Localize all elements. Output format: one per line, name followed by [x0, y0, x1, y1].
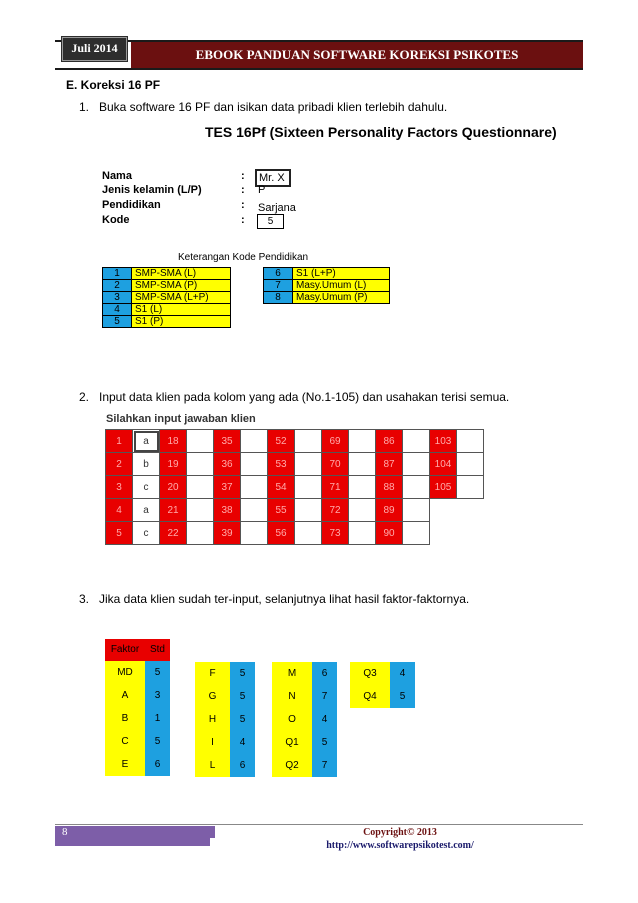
question-number: 53	[268, 453, 295, 476]
edu-code: 3	[103, 292, 132, 304]
field-label-gender: Jenis kelamin (L/P)	[102, 184, 202, 196]
question-number: 4	[106, 499, 133, 522]
header-date: Juli 2014	[62, 37, 127, 61]
input-title: Silahkan input jawaban klien	[106, 413, 256, 425]
factor-std-score: 6	[145, 753, 170, 776]
factor-std-score: 5	[230, 662, 255, 685]
question-number: 55	[268, 499, 295, 522]
question-number: 36	[214, 453, 241, 476]
table-row	[106, 453, 484, 476]
question-number: 19	[160, 453, 187, 476]
answer-cell[interactable]	[295, 522, 322, 545]
field-label-kode: Kode	[102, 214, 130, 226]
factor-name: E	[105, 753, 145, 776]
edu-label: Masy.Umum (L)	[293, 280, 390, 292]
table-row	[103, 316, 231, 328]
question-number: 38	[214, 499, 241, 522]
nama-input[interactable]: Mr. X	[255, 169, 291, 187]
edu-label: SMP-SMA (L)	[132, 268, 231, 280]
field-colon: :	[241, 184, 245, 196]
factor-std-score: 5	[312, 731, 337, 754]
answer-cell[interactable]	[295, 453, 322, 476]
table-row	[103, 280, 231, 292]
footer-copyright	[300, 826, 500, 852]
footer-bar-tab	[210, 826, 215, 838]
question-number: 69	[322, 430, 349, 453]
table-row	[106, 430, 484, 453]
copyright-text: Copyright© 2013	[363, 827, 437, 838]
factor-std-score: 7	[312, 685, 337, 708]
edu-code-table-right	[263, 267, 390, 304]
step-number: 2.	[79, 390, 90, 404]
answer-cell[interactable]	[241, 499, 268, 522]
answer-cell[interactable]	[349, 476, 376, 499]
answer-cell[interactable]: b	[133, 453, 160, 476]
question-number: 103	[430, 430, 457, 453]
question-number: 22	[160, 522, 187, 545]
section-title: E. Koreksi 16 PF	[66, 78, 161, 92]
question-number: 88	[376, 476, 403, 499]
step-3	[79, 592, 469, 606]
factor-header: Faktor	[105, 639, 145, 661]
answer-cell[interactable]	[295, 499, 322, 522]
footer-rule	[55, 824, 583, 825]
factor-name: N	[272, 685, 312, 708]
kode-input[interactable]: 5	[257, 214, 284, 229]
edu-label: SMP-SMA (P)	[132, 280, 231, 292]
field-colon: :	[241, 199, 245, 211]
factor-std-score: 5	[230, 708, 255, 731]
table-row	[264, 268, 390, 280]
factor-name: G	[195, 685, 230, 708]
question-number: 52	[268, 430, 295, 453]
question-number: 89	[376, 499, 403, 522]
edu-caption: Keterangan Kode Pendidikan	[178, 252, 309, 263]
step-2	[79, 390, 509, 404]
table-row	[103, 304, 231, 316]
question-number: 54	[268, 476, 295, 499]
factor-name: C	[105, 730, 145, 753]
answer-cell[interactable]: a	[133, 430, 160, 453]
question-number: 73	[322, 522, 349, 545]
table-row	[264, 292, 390, 304]
factor-name: Q3	[350, 662, 390, 685]
pendidikan-input[interactable]: Sarjana	[258, 202, 296, 214]
website-link[interactable]: http://www.softwarepsikotest.com/	[326, 840, 474, 851]
edu-code: 8	[264, 292, 293, 304]
answer-cell[interactable]	[349, 453, 376, 476]
answer-cell[interactable]	[241, 522, 268, 545]
table-row	[106, 476, 484, 499]
factor-name: F	[195, 662, 230, 685]
form-title: TES 16Pf (Sixteen Personality Factors Questionnare)	[205, 124, 557, 140]
table-row	[106, 499, 484, 522]
question-number: 87	[376, 453, 403, 476]
factor-name: M	[272, 662, 312, 685]
question-number: 86	[376, 430, 403, 453]
factor-std-score: 4	[312, 708, 337, 731]
factor-std-score: 3	[145, 684, 170, 707]
answer-cell[interactable]	[187, 499, 214, 522]
gender-input[interactable]: P	[258, 184, 266, 196]
answer-cell[interactable]	[187, 453, 214, 476]
factor-std-score: 4	[230, 731, 255, 754]
question-number: 5	[106, 522, 133, 545]
factor-std-score: 5	[145, 730, 170, 753]
answer-grid	[105, 429, 484, 545]
answer-cell[interactable]	[349, 499, 376, 522]
answer-cell[interactable]	[403, 453, 430, 476]
answer-cell[interactable]	[187, 430, 214, 453]
question-number: 37	[214, 476, 241, 499]
factor-std-score: 6	[230, 754, 255, 777]
answer-cell[interactable]	[349, 430, 376, 453]
table-row	[106, 522, 484, 545]
table-row	[103, 268, 231, 280]
factor-std-score: 1	[145, 707, 170, 730]
edu-label: S1 (L+P)	[293, 268, 390, 280]
answer-cell[interactable]	[457, 430, 484, 453]
factor-name: MD	[105, 661, 145, 684]
step-text: Jika data klien sudah ter-input, selanjutnya lihat hasil faktor-faktornya.	[99, 592, 470, 606]
edu-label: Masy.Umum (P)	[293, 292, 390, 304]
question-number: 72	[322, 499, 349, 522]
question-number: 90	[376, 522, 403, 545]
question-number: 35	[214, 430, 241, 453]
std-header: Std	[145, 639, 170, 661]
factor-std-score: 5	[390, 685, 415, 708]
answer-cell[interactable]	[187, 522, 214, 545]
step-text: Input data klien pada kolom yang ada (No.1-105) dan usahakan terisi semua.	[99, 390, 510, 404]
answer-cell[interactable]: c	[133, 476, 160, 499]
factor-name: B	[105, 707, 145, 730]
factor-name: I	[195, 731, 230, 754]
header-rule-bottom	[55, 68, 583, 70]
question-number: 105	[430, 476, 457, 499]
edu-code: 6	[264, 268, 293, 280]
factor-std-score: 5	[230, 685, 255, 708]
question-number: 2	[106, 453, 133, 476]
step-number: 3.	[79, 592, 90, 606]
question-number: 1	[106, 430, 133, 453]
edu-code: 2	[103, 280, 132, 292]
factor-name: H	[195, 708, 230, 731]
page-number: 8	[62, 826, 68, 838]
question-number: 3	[106, 476, 133, 499]
edu-code: 4	[103, 304, 132, 316]
answer-cell[interactable]: c	[133, 522, 160, 545]
answer-cell[interactable]	[241, 476, 268, 499]
answer-cell[interactable]	[295, 430, 322, 453]
question-number: 104	[430, 453, 457, 476]
factor-name: L	[195, 754, 230, 777]
table-row	[264, 280, 390, 292]
question-number: 71	[322, 476, 349, 499]
answer-cell[interactable]	[403, 430, 430, 453]
factor-std-score: 4	[390, 662, 415, 685]
footer-bar	[55, 826, 210, 846]
answer-cell[interactable]	[187, 476, 214, 499]
table-row	[103, 292, 231, 304]
question-number: 21	[160, 499, 187, 522]
question-number: 70	[322, 453, 349, 476]
answer-cell[interactable]	[403, 499, 430, 522]
answer-cell[interactable]	[457, 453, 484, 476]
answer-cell[interactable]	[457, 476, 484, 499]
answer-cell[interactable]	[349, 522, 376, 545]
step-1	[79, 100, 447, 114]
field-label-nama: Nama	[102, 170, 132, 182]
answer-cell[interactable]	[295, 476, 322, 499]
factor-name: O	[272, 708, 312, 731]
answer-cell[interactable]	[241, 453, 268, 476]
answer-cell[interactable]	[241, 430, 268, 453]
edu-code: 5	[103, 316, 132, 328]
edu-label: SMP-SMA (L+P)	[132, 292, 231, 304]
field-colon: :	[241, 170, 245, 182]
edu-code: 1	[103, 268, 132, 280]
step-text: Buka software 16 PF dan isikan data pribadi klien terlebih dahulu.	[99, 100, 448, 114]
field-colon: :	[241, 214, 245, 226]
factor-std-score: 7	[312, 754, 337, 777]
factor-name: Q2	[272, 754, 312, 777]
question-number: 39	[214, 522, 241, 545]
edu-code-table-left	[102, 267, 231, 328]
answer-cell[interactable]	[403, 522, 430, 545]
edu-label: S1 (L)	[132, 304, 231, 316]
answer-cell[interactable]	[403, 476, 430, 499]
header-title: EBOOK PANDUAN SOFTWARE KOREKSI PSIKOTES	[131, 42, 583, 68]
question-number: 56	[268, 522, 295, 545]
question-number: 18	[160, 430, 187, 453]
field-label-pendidikan: Pendidikan	[102, 199, 161, 211]
factor-std-score: 6	[312, 662, 337, 685]
answer-cell[interactable]: a	[133, 499, 160, 522]
factor-name: A	[105, 684, 145, 707]
step-number: 1.	[79, 100, 90, 114]
factor-name: Q1	[272, 731, 312, 754]
factor-name: Q4	[350, 685, 390, 708]
question-number: 20	[160, 476, 187, 499]
edu-label: S1 (P)	[132, 316, 231, 328]
factor-std-score: 5	[145, 661, 170, 684]
edu-code: 7	[264, 280, 293, 292]
